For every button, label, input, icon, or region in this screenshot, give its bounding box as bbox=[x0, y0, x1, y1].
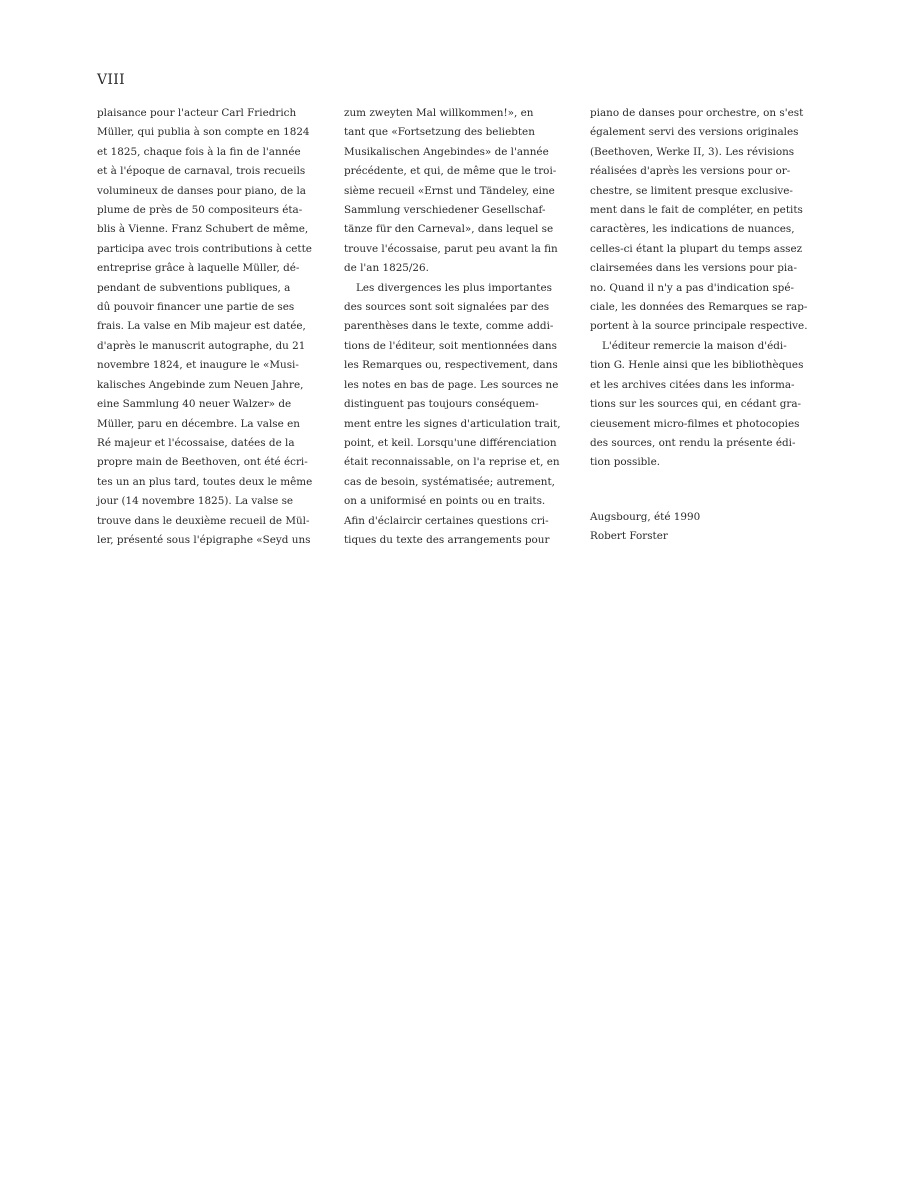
text-column-1 bbox=[97, 104, 325, 550]
text-line: jour (14 novembre 1825). La valse se bbox=[97, 495, 294, 508]
text-line: et 1825, chaque fois à la fin de l'année bbox=[97, 145, 301, 158]
text-line: cieusement micro-filmes et photocopies bbox=[590, 417, 800, 430]
text-line: les Remarques ou, respectivement, dans bbox=[344, 359, 558, 372]
text-line: Musikalischen Angebindes» de l'année bbox=[344, 145, 549, 158]
text-line: tions de l'éditeur, soit mentionnées dans bbox=[344, 339, 557, 352]
text-line: dû pouvoir financer une partie de ses bbox=[97, 301, 295, 314]
text-line: Les divergences les plus importantes bbox=[356, 281, 552, 294]
text-line: et les archives citées dans les informa- bbox=[590, 378, 795, 391]
text-line: ciale, les données des Remarques se rap- bbox=[590, 301, 808, 314]
text-line: Müller, qui publia à son compte en 1824 bbox=[97, 126, 310, 139]
text-line: no. Quand il n'y a pas d'indication spé- bbox=[590, 281, 794, 294]
text-line: clairsemées dans les versions pour pia- bbox=[590, 262, 797, 275]
text-line: réalisées d'après les versions pour or- bbox=[590, 165, 791, 178]
text-line: Sammlung verschiedener Gesellschaf- bbox=[344, 204, 546, 217]
paragraph bbox=[590, 104, 812, 337]
text-line: sième recueil «Ernst und Tändeley, eine bbox=[344, 184, 555, 197]
text-line: celles-ci étant la plupart du temps assez bbox=[590, 242, 803, 255]
text-line: précédente, et qui, de même que le troi- bbox=[344, 165, 557, 178]
text-line: Müller, paru en décembre. La valse en bbox=[97, 417, 300, 430]
text-line: Afin d'éclaircir certaines questions cri- bbox=[344, 514, 549, 527]
text-line: volumineux de danses pour piano, de la bbox=[97, 184, 306, 197]
text-line: et à l'époque de carnaval, trois recueils bbox=[97, 165, 306, 178]
text-line: des sources, ont rendu la présente édi- bbox=[590, 436, 796, 449]
text-line: des sources sont soit signalées par des bbox=[344, 301, 550, 314]
paragraph bbox=[344, 279, 568, 551]
paragraph bbox=[344, 104, 568, 279]
spacer bbox=[590, 473, 812, 508]
author-name: Robert Forster bbox=[590, 530, 668, 543]
text-line: ment entre les signes d'articulation trait, bbox=[344, 417, 561, 430]
text-line: tion G. Henle ainsi que les bibliothèques bbox=[590, 359, 804, 372]
text-line: zum zweyten Mal willkommen!», en bbox=[344, 107, 534, 119]
text-line: plaisance pour l'acteur Carl Friedrich bbox=[97, 107, 297, 119]
text-line: tion possible. bbox=[590, 456, 661, 469]
paragraph bbox=[590, 337, 812, 473]
text-line: point, et keil. Lorsqu'une différenciation bbox=[344, 436, 557, 449]
text-line: piano de danses pour orchestre, on s'est bbox=[590, 107, 804, 119]
text-line: participa avec trois contributions à cette bbox=[97, 242, 312, 255]
text-line: de l'an 1825/26. bbox=[344, 262, 429, 275]
text-line: tes un an plus tard, toutes deux le même bbox=[97, 475, 313, 488]
text-line: entreprise grâce à laquelle Müller, dé- bbox=[97, 262, 300, 275]
text-line: cas de besoin, systématisée; autrement, bbox=[344, 475, 555, 488]
text-line: distinguent pas toujours conséquem- bbox=[344, 398, 539, 411]
text-line: était reconnaissable, on l'a reprise et, en bbox=[344, 456, 560, 469]
text-line: d'après le manuscrit autographe, du 21 bbox=[97, 339, 306, 352]
text-line: frais. La valse en Mib majeur est datée, bbox=[97, 320, 306, 333]
text-line: novembre 1824, et inaugure le «Musi- bbox=[97, 359, 299, 372]
text-line: trouve l'écossaise, parut peu avant la fin bbox=[344, 242, 558, 255]
text-line: eine Sammlung 40 neuer Walzer» de bbox=[97, 398, 292, 411]
text-line: portent à la source principale respective. bbox=[590, 320, 808, 333]
text-line: tant que «Fortsetzung des beliebten bbox=[344, 126, 535, 139]
text-line: tions sur les sources qui, en cédant gra- bbox=[590, 398, 802, 411]
text-line: les notes en bas de page. Les sources ne bbox=[344, 378, 559, 391]
text-line: ment dans le fait de compléter, en petits bbox=[590, 204, 803, 217]
text-line: L'éditeur remercie la maison d'édi- bbox=[602, 339, 787, 352]
text-line: Ré majeur et l'écossaise, datées de la bbox=[97, 436, 295, 449]
text-column-2 bbox=[344, 104, 568, 550]
text-line: plume de près de 50 compositeurs éta- bbox=[97, 204, 303, 217]
text-line: trouve dans le deuxième recueil de Mül- bbox=[97, 514, 310, 527]
text-line: tänze für den Carneval», dans lequel se bbox=[344, 223, 554, 236]
page-number: VIII bbox=[97, 72, 125, 88]
text-line: propre main de Beethoven, ont été écri- bbox=[97, 456, 308, 469]
text-column-3 bbox=[590, 104, 812, 547]
signature-block bbox=[590, 508, 812, 547]
text-line: également servi des versions originales bbox=[590, 126, 799, 139]
text-line: caractères, les indications de nuances, bbox=[590, 223, 795, 236]
paragraph bbox=[97, 104, 325, 550]
text-line: tiques du texte des arrangements pour bbox=[344, 533, 550, 546]
text-line: on a uniformisé en points ou en traits. bbox=[344, 495, 546, 508]
place-date: Augsbourg, été 1990 bbox=[590, 510, 701, 523]
text-line: parenthèses dans le texte, comme addi- bbox=[344, 320, 554, 333]
text-line: pendant de subventions publiques, a bbox=[97, 281, 291, 294]
text-line: ler, présenté sous l'épigraphe «Seyd uns bbox=[97, 533, 311, 546]
text-line: chestre, se limitent presque exclusive- bbox=[590, 184, 793, 197]
text-line: kalisches Angebinde zum Neuen Jahre, bbox=[97, 378, 304, 391]
text-line: (Beethoven, Werke II, 3). Les révisions bbox=[590, 145, 795, 158]
text-line: blis à Vienne. Franz Schubert de même, bbox=[97, 223, 309, 236]
